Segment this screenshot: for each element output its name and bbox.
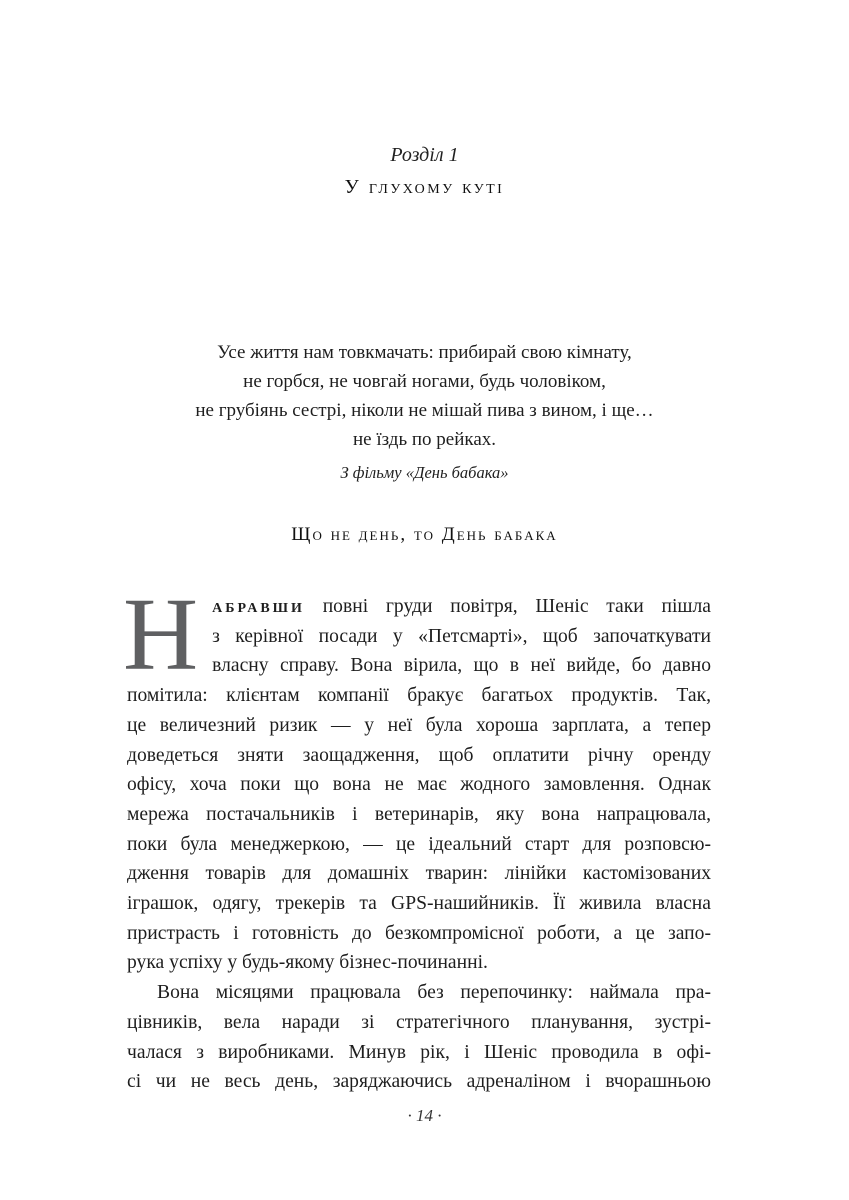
text-line: власну справу. Вона вірила, що в неї вийде, бо давно (212, 655, 711, 677)
text-line: дження товарів для домашніх тварин: лінійки кастомізованих (127, 863, 711, 885)
paragraph-2 (127, 978, 711, 1097)
epigraph-line: не їздь по рейках. (352, 429, 497, 450)
chapter-label: Розділ 1 (390, 144, 459, 166)
text-line: з керівної посади у «Петсмарті», щоб започаткувати (212, 625, 711, 647)
epigraph-line: не грубіянь сестрі, ніколи не мішай пива з вином, і ще… (195, 400, 654, 421)
text-line: Вона місяцями працювала без перепочинку: наймала пра- (157, 982, 711, 1004)
drop-cap: Н (123, 577, 199, 692)
text-line (127, 592, 711, 622)
text-line: рука успіху у будь-якому бізнес-починанні. (127, 952, 488, 974)
text-line: цівників, вела наради зі стратегічного планування, зустрі- (127, 1011, 711, 1033)
text-line: мережа постачальників і ветеринарів, яку вона напрацювала, (127, 803, 711, 825)
chapter-title: У глухому куті (344, 176, 505, 198)
text-line: чалася з виробниками. Минув рік, і Шеніс проводила в офі- (127, 1041, 711, 1063)
body-text (123, 577, 711, 1097)
lead-word: абравши (212, 596, 305, 617)
text-line: сі чи не весь день, заряджаючись адреналіном і вчорашньою (127, 1071, 711, 1093)
text-line: поки була менеджеркою, — це ідеальний старт для розповсю- (127, 833, 711, 855)
epigraph-line: не горбся, не човгай ногами, будь чоловіком, (243, 371, 606, 392)
text-line: помітила: клієнтам компанії бракує багатьох продуктів. Так, (127, 685, 711, 707)
text-line: офісу, хоча поки що вона не має жодного замовлення. Однак (127, 774, 711, 796)
section-heading: Що не день, то День бабака (291, 524, 558, 545)
epigraph (0, 338, 849, 487)
text-line: пристрасть і готовність до безкомпромісної роботи, а це запо- (127, 922, 711, 944)
text-line: іграшок, одягу, трекерів та GPS-нашийників. Її живила власна (127, 893, 711, 915)
text-line: це величезний ризик — у неї була хороша зарплата, а тепер (127, 714, 711, 736)
epigraph-line: Усе життя нам товкмачать: прибирай свою кімнату, (217, 342, 632, 363)
text-fragment: повні груди повітря, Шеніс таки пішла (304, 596, 711, 617)
text-line: доведеться зняти заощадження, щоб оплатити річну оренду (127, 744, 711, 766)
page-number: · 14 · (407, 1106, 442, 1125)
epigraph-source: З фільму «День бабака» (340, 463, 509, 482)
paragraph-1 (123, 577, 711, 978)
